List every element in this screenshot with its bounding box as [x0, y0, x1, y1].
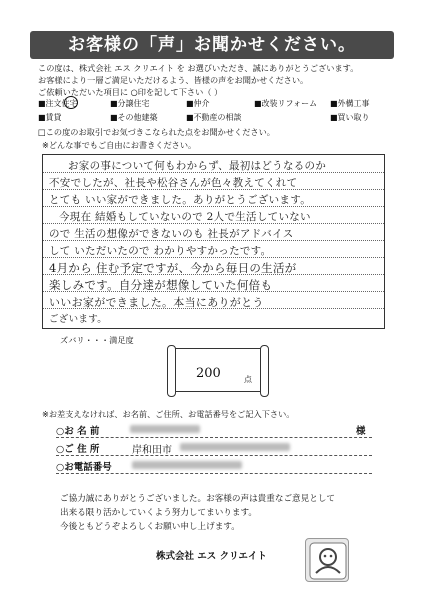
page-title: お客様の「声」お聞かせください。 [30, 31, 394, 59]
satisfaction-label: ズバリ・・・満足度 [60, 335, 134, 345]
privacy-note: ※お差支えなければ、お名前、ご住所、お電話番号をご記入下さい。 [42, 409, 295, 419]
comment-line-8: 楽しみです。自分達が想像していた何倍も [49, 278, 273, 292]
intro-line-1: この度は、株式会社 エス クリエイト を お選びいただき、誠にありがとうございます。 [38, 63, 359, 73]
address-underline [56, 455, 372, 456]
option-brokerage[interactable]: ■仲介 [186, 99, 210, 108]
comment-line-7: 4月から 住む予定ですが、今から毎日の生活が [49, 261, 297, 275]
comment-line-9: いいお家ができました。本当にありがとう [49, 296, 264, 309]
comment-line-5: ので 生活の想像ができないのも 社長がアドバイス [49, 228, 294, 240]
closing-line-2: 出来る限り活かしていくよう努力してまいります。 [60, 508, 257, 518]
name-underline [56, 437, 372, 438]
phone-redacted [132, 461, 242, 469]
phone-underline [56, 473, 372, 474]
selected-circle-mark [64, 96, 78, 109]
name-suffix: 様 [356, 426, 366, 437]
intro-line-2: お客様により一層ご満足いただけるよう、皆様の声をお聞かせください。 [38, 75, 309, 85]
option-exterior[interactable]: ■外構工事 [330, 99, 370, 108]
comment-line-10: ございます。 [49, 314, 108, 325]
company-name: 株式会社 エス クリエイト [156, 551, 267, 562]
name-label: ○お 名 前 [56, 426, 100, 437]
option-custom-home[interactable]: ■注文住宅 [38, 99, 78, 108]
option-ready-built[interactable]: ■分譲住宅 [110, 99, 150, 108]
option-rental[interactable]: ■賃貸 [38, 113, 62, 122]
intro-line-3: ご依頼いただいた項目に ○印を記して下さい（ ） [38, 87, 223, 97]
phone-label: ○お電話番号 [56, 462, 112, 473]
name-redacted [130, 425, 200, 433]
address-redacted [180, 443, 290, 451]
company-logo [305, 538, 349, 582]
closing-line-1: ご協力誠にありがとうございました。お客様の声は貴重なご意見として [60, 494, 336, 504]
option-realestate-consult[interactable]: ■不動産の相談 [186, 113, 242, 122]
score-unit: 点 [244, 375, 252, 384]
option-renovation[interactable]: ■改装リフォーム [254, 99, 318, 108]
comment-box [42, 154, 385, 329]
comment-line-1: お家の事について何もわからず、最初はどうなるのか [68, 160, 327, 172]
option-other-construction[interactable]: ■その他建築 [110, 113, 158, 122]
comment-line-2: 不安でしたが、社長や松谷さんが色々教えてくれて [49, 177, 298, 189]
comment-line-6: して いただいたので わかりやすかったです。 [49, 245, 272, 257]
option-buyout[interactable]: ■買い取り [330, 113, 370, 122]
feedback-prompt: □この度のお取引でお気づきこなられた点をお聞かせください。 [38, 127, 275, 137]
comment-line-4: 今現在 結婚もしていないので 2人で生活していない [59, 211, 311, 223]
closing-line-3: 今後ともどうぞよろしくお願い申し上げます。 [60, 522, 240, 532]
comment-line-3: とても いい家ができました。ありがとうございます。 [49, 194, 311, 206]
free-prompt: ※どんな事でもご自由にお書きください。 [42, 140, 197, 150]
address-city: 岸和田市 [132, 445, 172, 456]
satisfaction-score: 200 [196, 366, 221, 381]
address-label: ○ご 住 所 [56, 444, 100, 455]
